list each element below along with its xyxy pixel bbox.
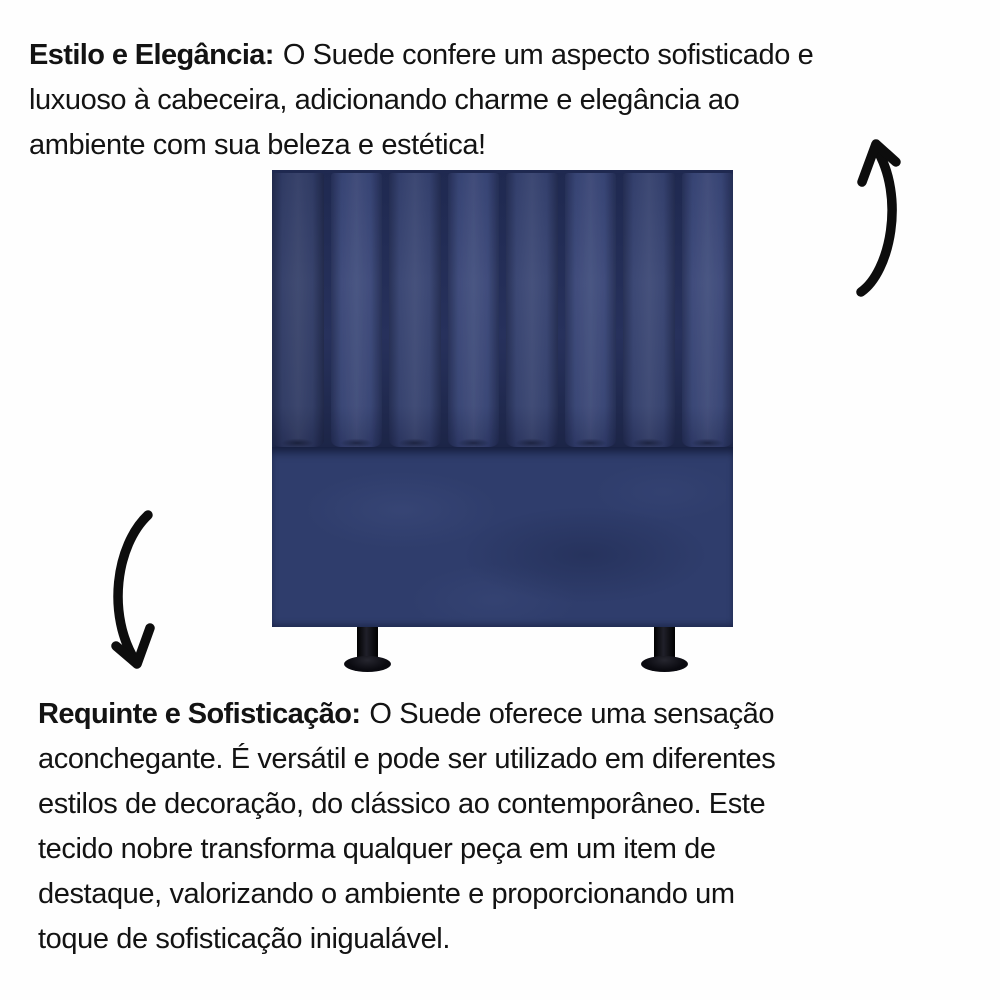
curved-arrow-up-icon (848, 137, 928, 302)
paragraph-line (29, 33, 813, 78)
channel-panel (331, 173, 383, 447)
paragraph-text: O Suede confere um aspecto sofisticado e (282, 39, 814, 71)
channel-panel (389, 173, 441, 447)
paragraph-line: toque de sofisticação inigualável. (38, 923, 451, 955)
channel-panel (623, 173, 675, 447)
top-paragraph (29, 33, 813, 168)
paragraph-line: estilos de decoração, do clássico ao contemporâneo. Este (38, 788, 766, 820)
channel-panel (448, 173, 500, 447)
headboard-channel-panels (272, 170, 733, 447)
headboard-base-panel (272, 447, 733, 627)
curved-arrow-down-icon (98, 503, 168, 675)
paragraph-line: ambiente com sua beleza e estética! (29, 129, 486, 161)
paragraph-text: O Suede oferece uma sensação (369, 698, 775, 730)
paragraph-line: destaque, valorizando o ambiente e proporcionando um (38, 878, 735, 910)
headboard-right-foot-base (641, 656, 688, 672)
channel-panel (682, 173, 734, 447)
paragraph-line (38, 692, 775, 737)
channel-panel (506, 173, 558, 447)
headboard-left-foot-base (344, 656, 391, 672)
top-paragraph-heading: Estilo e Elegância: (29, 39, 274, 71)
paragraph-line: aconchegante. É versátil e pode ser utilizado em diferentes (38, 743, 776, 775)
bottom-paragraph (38, 692, 775, 962)
channel-panel (565, 173, 617, 447)
paragraph-line: tecido nobre transforma qualquer peça em um item de (38, 833, 716, 865)
paragraph-line: luxuoso à cabeceira, adicionando charme e elegância ao (29, 84, 740, 116)
channel-panel (272, 173, 324, 447)
bottom-paragraph-heading: Requinte e Sofisticação: (38, 698, 361, 730)
suede-headboard-image (272, 170, 733, 627)
